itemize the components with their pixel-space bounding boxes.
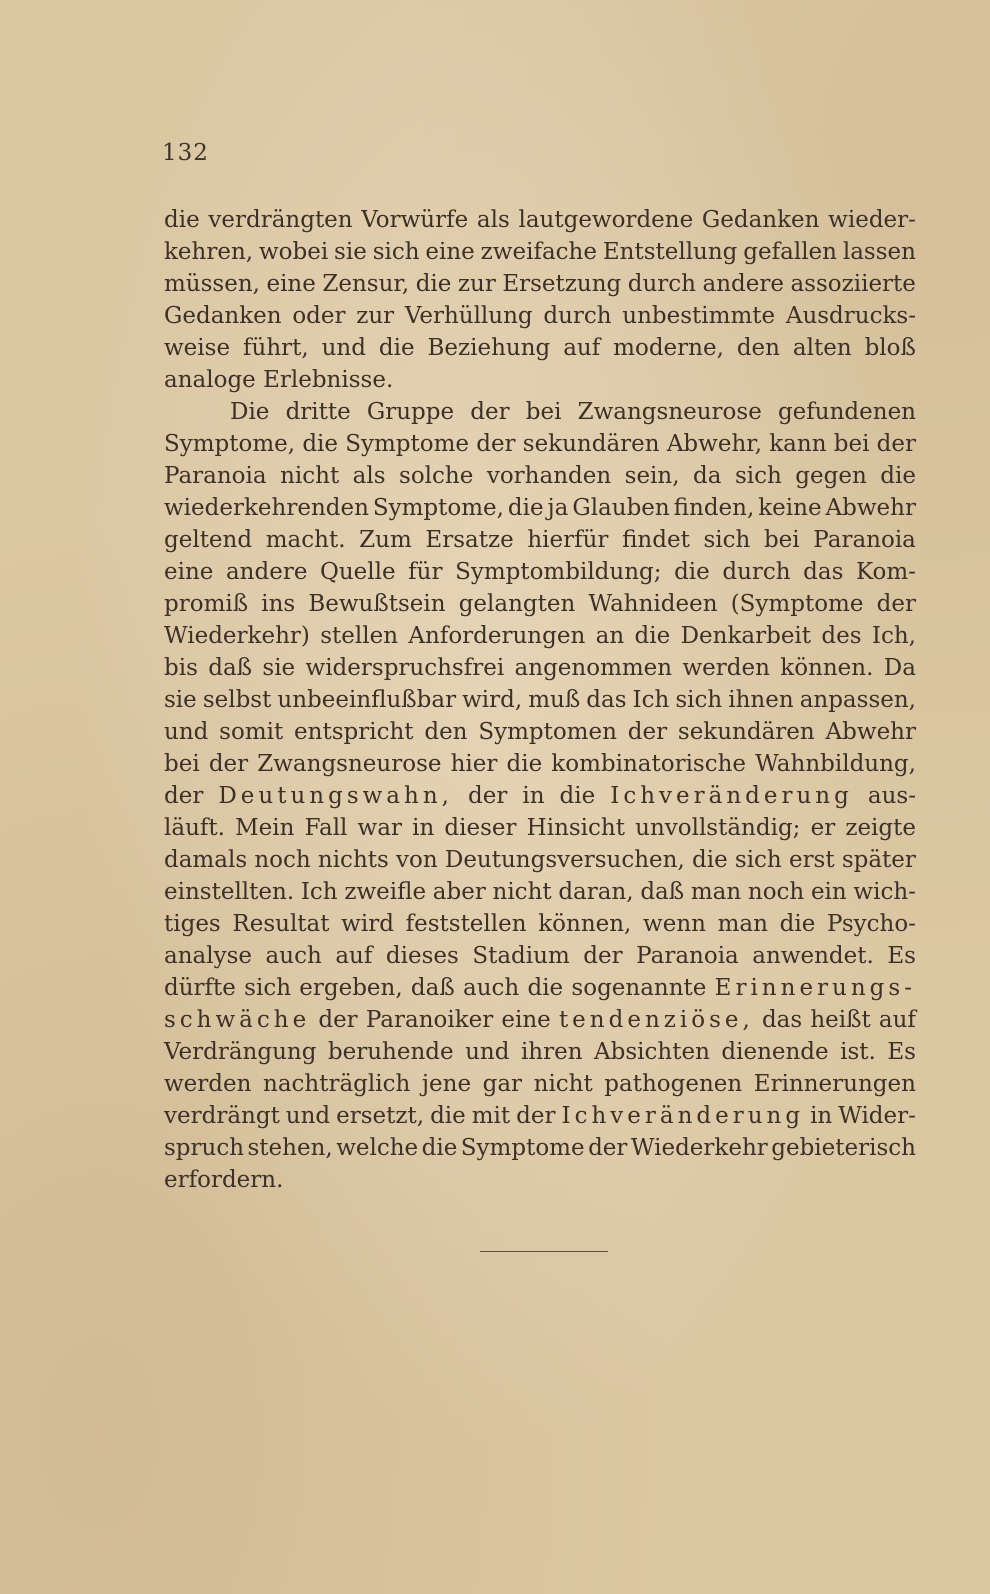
text-line: und somit entspricht den Symptomen der sekundären Abwehr [164, 719, 916, 745]
text-line: analoge Erlebnisse. [164, 367, 394, 393]
text-line: Gedanken oder zur Verhüllung durch unbestimmte Ausdrucks- [164, 303, 916, 329]
text-line: Paranoia nicht als solche vorhanden sein, da sich gegen die [164, 463, 916, 489]
text-line: müssen, eine Zensur, die zur Ersetzung durch andere assoziierte [164, 271, 916, 297]
text-line: erfordern. [164, 1167, 284, 1193]
section-end-rule [480, 1251, 608, 1252]
text-line: damals noch nichts von Deutungsversuchen, die sich erst später [164, 847, 916, 873]
text-line: kehren, wobei sie sich eine zweifache Entstellung gefallen lassen [164, 239, 916, 265]
text-line: Symptome, die Symptome der sekundären Abwehr, kann bei der [164, 431, 916, 457]
text-line: weise führt, und die Beziehung auf moderne, den alten bloß [164, 335, 916, 361]
text-line: schwäche der Paranoiker eine tendenziöse, das heißt auf [164, 1007, 916, 1033]
text-line: dürfte sich ergeben, daß auch die sogenannte Erinnerungs- [164, 975, 916, 1001]
page-number: 132 [162, 140, 209, 166]
text-line: promiß ins Bewußtsein gelangten Wahnideen (Symptome der [164, 591, 916, 617]
text-line: Wiederkehr) stellen Anforderungen an die Denkarbeit des Ich, [164, 623, 916, 649]
text-line: einstellten. Ich zweifle aber nicht daran, daß man noch ein wich- [164, 879, 916, 905]
body-text [164, 204, 916, 1196]
text-line: Die dritte Gruppe der bei Zwangsneurose gefundenen [230, 399, 916, 425]
text-line: Verdrängung beruhende und ihren Absichten dienende ist. Es [164, 1039, 916, 1065]
text-line: tiges Resultat wird feststellen können, wenn man die Psycho- [164, 911, 916, 937]
text-line: bis daß sie widerspruchsfrei angenommen werden können. Da [164, 655, 916, 681]
text-line: bei der Zwangsneurose hier die kombinatorische Wahnbildung, [164, 751, 916, 777]
text-line: spruch stehen, welche die Symptome der Wiederkehr gebieterisch [164, 1135, 916, 1161]
text-line: wiederkehrenden Symptome, die ja Glauben finden, keine Abwehr [164, 495, 916, 521]
text-line: eine andere Quelle für Symptombildung; die durch das Kom- [164, 559, 916, 585]
text-line: verdrängt und ersetzt, die mit der Ichveränderung in Wider- [164, 1103, 916, 1129]
text-line: geltend macht. Zum Ersatze hierfür findet sich bei Paranoia [164, 527, 916, 553]
text-line: analyse auch auf dieses Stadium der Paranoia anwendet. Es [164, 943, 916, 969]
text-line: die verdrängten Vorwürfe als lautgewordene Gedanken wieder- [164, 207, 916, 233]
text-line: der Deutungswahn, der in die Ichveränderung aus- [164, 783, 916, 809]
text-line: werden nachträglich jene gar nicht pathogenen Erinnerungen [164, 1071, 916, 1097]
text-line: sie selbst unbeeinflußbar wird, muß das Ich sich ihnen anpassen, [164, 687, 916, 713]
text-line: läuft. Mein Fall war in dieser Hinsicht unvollständig; er zeigte [164, 815, 916, 841]
